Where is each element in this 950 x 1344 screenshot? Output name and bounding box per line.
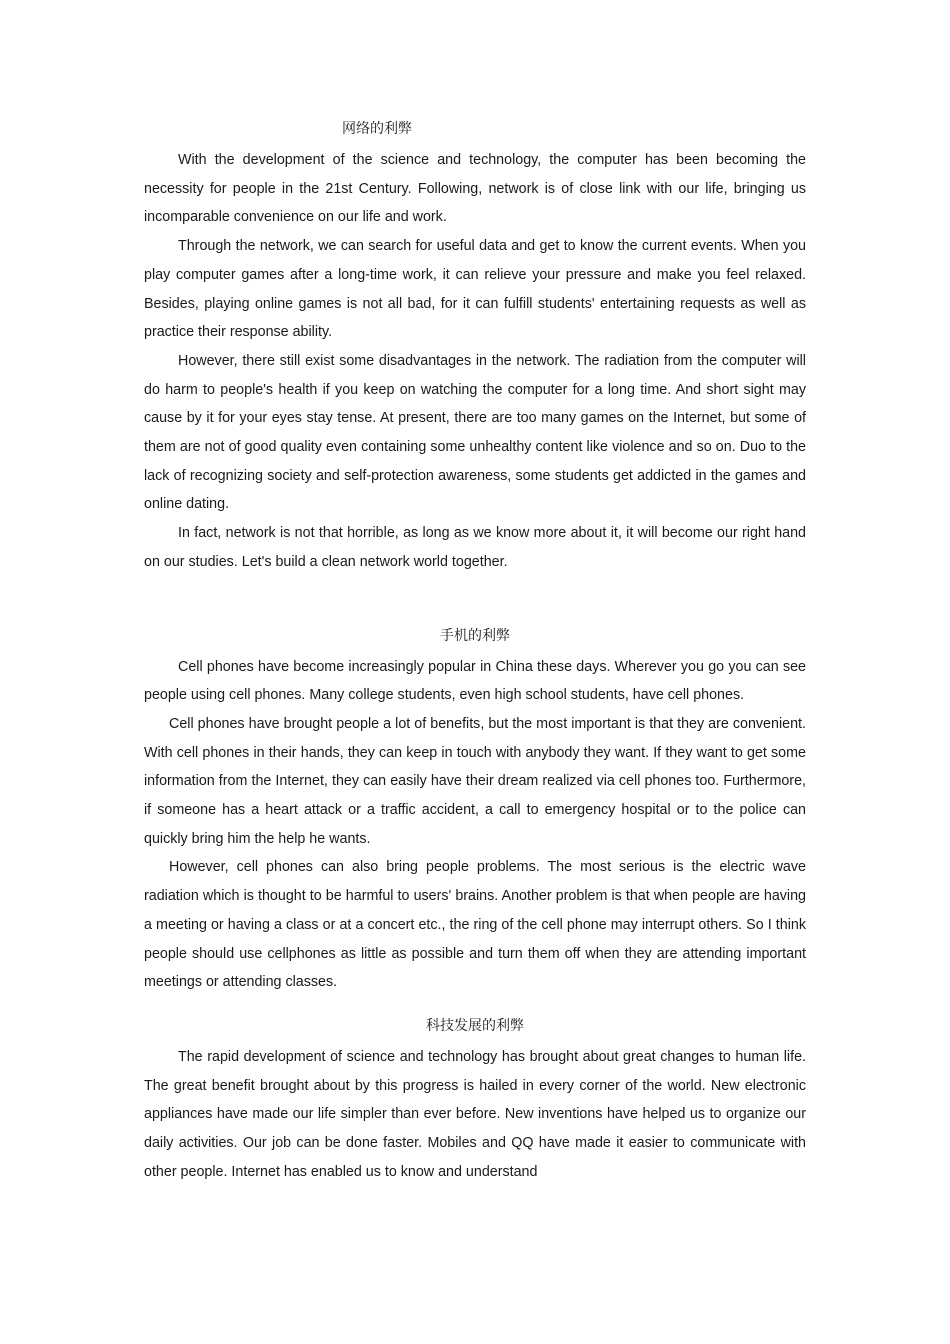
paragraph: With the development of the science and technology, the computer has been becoming the necessity for people in the 21st Century. Following, network is of close link with our life, bringing us incomparable convenience on our life and work. (144, 152, 806, 226)
paragraph: Cell phones have brought people a lot of benefits, but the most important is that they are convenient. With cell phones in their hands, they can keep in touch with anybody they want. If they want to get some information from the Internet, they can easily have their dream realized via cell phones too. Furthermore, if someone has a heart attack or a traffic accident, a call to emergency hospital or to the police can quickly bring him the help he wants. (144, 715, 806, 847)
section-title-technology: 科技发展的利弊 (426, 1017, 524, 1034)
paragraph: In fact, network is not that horrible, as long as we know more about it, it will become our right hand on our studies. Let's build a clean network world together. (144, 525, 806, 570)
section-title-network: 网络的利弊 (342, 121, 412, 137)
paragraph: The rapid development of science and technology has brought about great changes to human life. The great benefit brought about by this progress is hailed in every corner of the world. New electronic appliances have made our life simpler than ever before. New inventions have helped us to organize our daily activities. Our job can be done faster. Mobiles and QQ have made it easier to communicate with other people. Internet has enabled us to know and understand (144, 1048, 806, 1180)
section-spacer (144, 997, 806, 1009)
paragraph: Cell phones have become increasingly popular in China these days. Wherever you go you can see people using cell phones. Many college students, even high school students, have cell phones. (144, 658, 806, 704)
paragraph: However, there still exist some disadvantages in the network. The radiation from the computer will do harm to people's health if you keep on watching the computer for a long time. And short sight may cause by it for your eyes stay tense. At present, there are too many games on the Internet, but some of them are not of good quality even containing some unhealthy content like violence and so on. Duo to the lack of recognizing society and self-protection awareness, some students get addicted in the games and online dating. (144, 352, 806, 513)
paragraph: However, cell phones can also bring people problems. The most serious is the electric wave radiation which is thought to be harmful to users' brains. Another problem is that when people are having a meeting or having a class or at a concert etc., the ring of the cell phone may interrupt others. So I think people should use cellphones as little as possible and turn them off when they are attending important meetings or attending classes. (144, 859, 806, 991)
section-spacer (144, 577, 806, 619)
document-page (144, 112, 806, 1187)
section-title-cell-phones: 手机的利弊 (440, 627, 510, 644)
paragraph: Through the network, we can search for useful data and get to know the current events. When you play computer games after a long-time work, it can relieve your pressure and make you feel relaxed. Besides, playing online games is not all bad, for it can fulfill students' entertaining requests as well as practice their response ability. (144, 238, 806, 341)
